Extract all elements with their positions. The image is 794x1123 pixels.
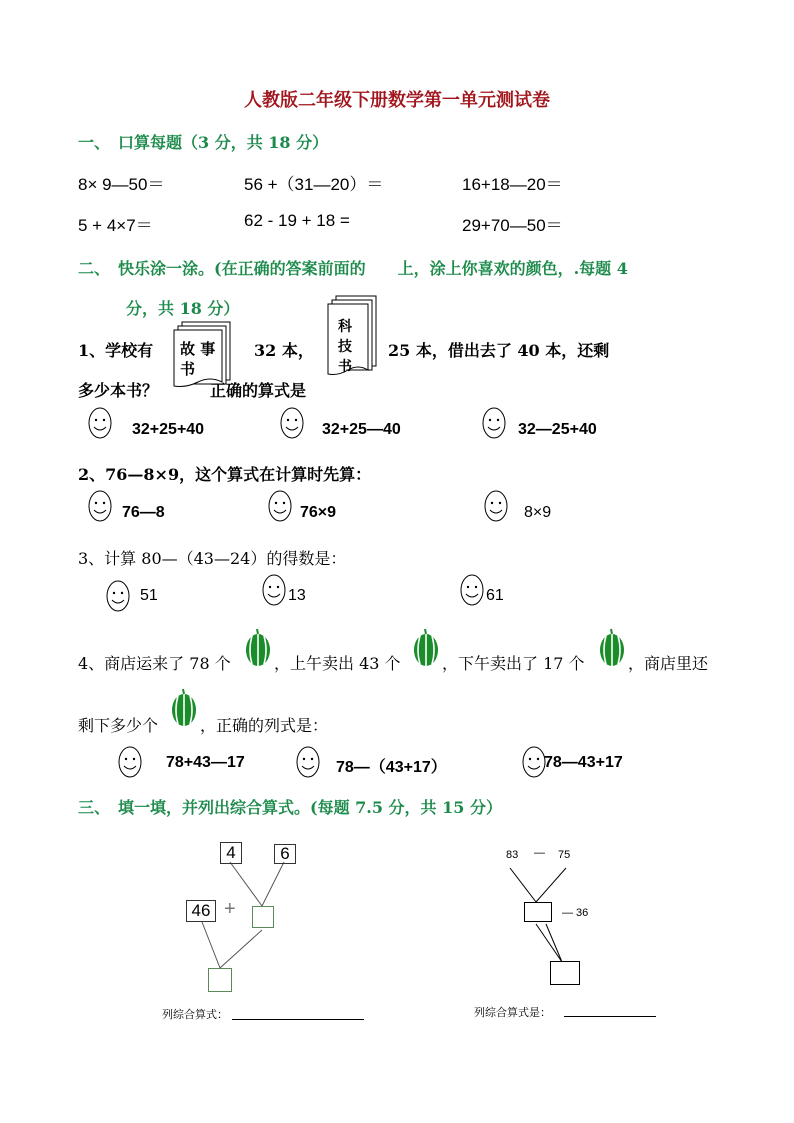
q3-text: 3、计算 80—（43—24）的得数是： (78, 549, 347, 568)
smiley-option-icon[interactable] (106, 580, 130, 612)
smiley-option-icon[interactable] (268, 490, 292, 522)
right-answer-box-2[interactable] (550, 961, 580, 985)
smiley-option-icon[interactable] (280, 407, 304, 439)
q4-line2a: 剩下多少个 (78, 716, 159, 735)
smiley-option-icon[interactable] (118, 746, 142, 778)
section2-heading-line1: 二、 快乐涂一涂。(在正确的答案前面的 上，涂上你喜欢的颜色，.每题 4 (78, 259, 628, 278)
right-tree-diagram (500, 862, 620, 972)
right-op-minus-36: — 36 (562, 907, 589, 919)
left-formula-blank[interactable] (232, 1019, 364, 1020)
expr-2: 56 +（31—20）＝ (244, 175, 384, 194)
smiley-option-icon[interactable] (296, 746, 320, 778)
watermelon-icon (244, 628, 272, 668)
smiley-option-icon[interactable] (482, 407, 506, 439)
q4-line2b: ，正确的列式是： (200, 716, 329, 735)
left-plus-op: + (224, 898, 236, 920)
q2-option-a: 76—8 (122, 504, 165, 521)
book1-label-line2: 书 (180, 360, 196, 378)
q1-line2: 多少本书？ (78, 381, 159, 400)
right-num-75: 75 (558, 849, 571, 861)
q4-seg3: ，下午卖出了 17 个 (442, 654, 585, 673)
section2-heading-line2: 分，共 18 分） (126, 299, 240, 318)
section1-heading: 一、 口算每题（3 分，共 18 分） (78, 133, 329, 152)
book2-label-line2: 技 (338, 339, 352, 355)
expr-1: 8× 9—50＝ (78, 175, 165, 194)
expr-3: 16+18—20＝ (462, 175, 563, 194)
q4-option-c: 78—43+17 (544, 754, 623, 771)
expr-5: 62 - 19 + 18 = (244, 211, 350, 230)
right-formula-label: 列综合算式是： (474, 1006, 551, 1019)
q3-option-b: 13 (288, 587, 306, 604)
expr-4: 5 + 4×7＝ (78, 216, 153, 235)
q4-seg1: 4、商店运来了 78 个 (78, 654, 231, 673)
left-mid-box: 46 (186, 900, 216, 922)
q2-option-c: 8×9 (524, 504, 552, 521)
q1-option-a: 32+25+40 (132, 421, 205, 438)
book2-label-line3: 书 (338, 359, 352, 375)
watermelon-icon (412, 628, 440, 668)
q1-line2b: 正确的算式是 (210, 381, 307, 400)
smiley-option-icon[interactable] (522, 746, 546, 778)
q2-text: 2、76—8×9，这个算式在计算时先算： (78, 465, 372, 484)
book2-label-line1: 科 (338, 319, 352, 335)
smiley-option-icon[interactable] (262, 574, 286, 606)
smiley-option-icon[interactable] (88, 407, 112, 439)
q2-option-b: 76×9 (300, 504, 337, 521)
left-answer-box-2[interactable] (208, 968, 232, 992)
right-op-minus: — (534, 847, 545, 859)
q1-text-part1: 1、学校有 (78, 341, 154, 360)
book1-label-line1: 故 事 (180, 340, 216, 358)
watermelon-icon (598, 628, 626, 668)
q4-option-a: 78+43—17 (166, 754, 245, 771)
q1-text-part3: 25 本，借出去了 40 本，还剩 (388, 341, 610, 360)
sciencebook-icon (326, 294, 378, 378)
q1-option-c: 32—25+40 (518, 421, 597, 438)
q3-option-a: 51 (140, 587, 158, 604)
right-answer-box-1[interactable] (524, 902, 552, 922)
left-top-box-b: 6 (274, 844, 296, 864)
section3-heading: 三、 填一填，并列出综合算式。(每题 7.5 分，共 15 分） (78, 798, 502, 817)
watermelon-icon (170, 688, 198, 728)
smiley-option-icon[interactable] (88, 490, 112, 522)
left-answer-box-1[interactable] (252, 906, 274, 928)
q3-option-c: 61 (486, 587, 504, 604)
q1-text-part2: 32 本， (254, 341, 314, 360)
q4-option-b: 78—（43+17） (336, 759, 447, 776)
right-num-83: 83 (506, 849, 519, 861)
page-title: 人教版二年级下册数学第一单元测试卷 (244, 90, 550, 111)
smiley-option-icon[interactable] (484, 490, 508, 522)
right-formula-blank[interactable] (564, 1016, 656, 1017)
left-formula-label: 列综合算式： (162, 1008, 228, 1021)
expr-6: 29+70—50＝ (462, 216, 563, 235)
q1-option-b: 32+25—40 (322, 421, 401, 438)
q4-seg2: ，上午卖出 43 个 (274, 654, 401, 673)
smiley-option-icon[interactable] (460, 574, 484, 606)
q4-seg4: ，商店里还 (628, 654, 709, 673)
left-top-box-a: 4 (220, 842, 242, 864)
